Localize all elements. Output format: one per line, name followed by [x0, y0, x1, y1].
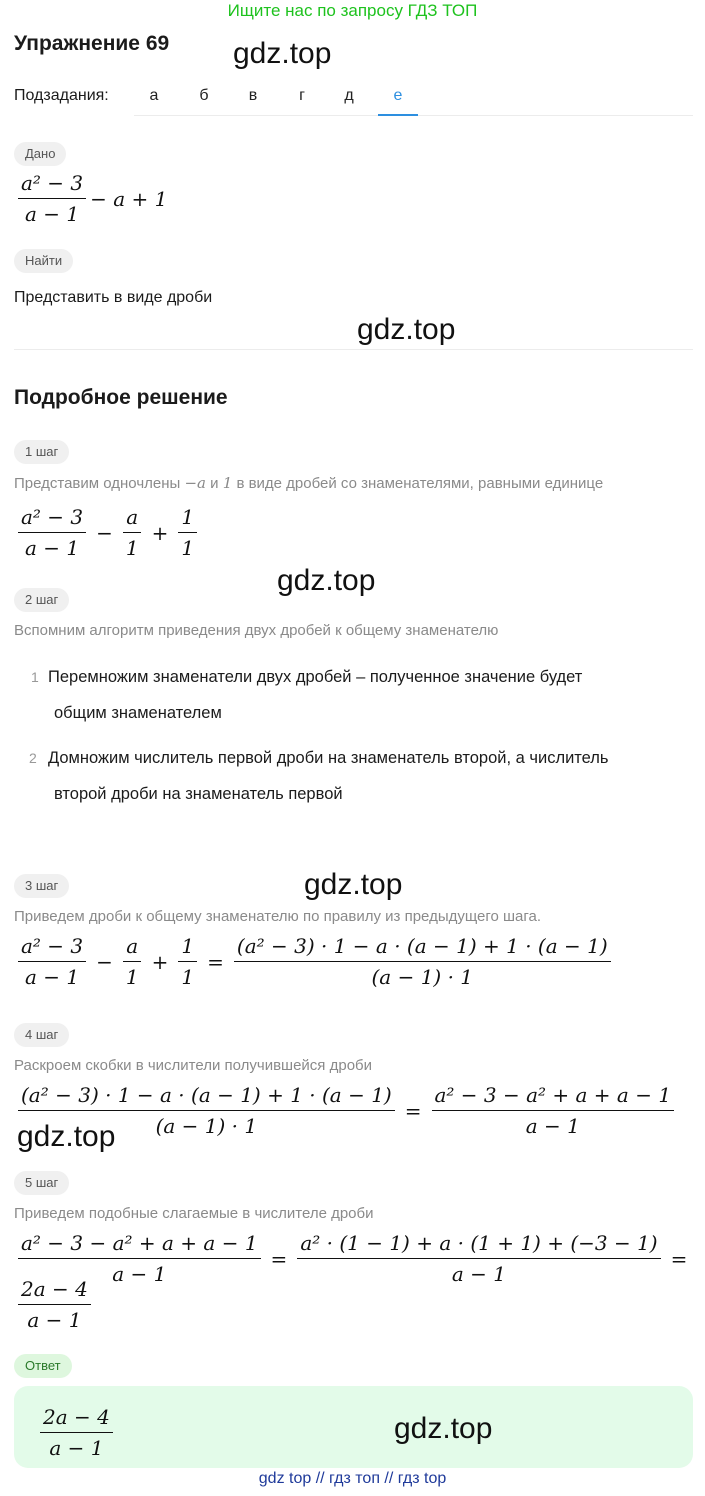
- step-5-text: Приведем подобные слагаемые в числителе дроби: [14, 1205, 374, 1222]
- list-number: 2: [29, 750, 37, 766]
- list-item-line: Домножим числитель первой дроби на знаменатель второй, а числитель: [48, 749, 609, 767]
- denominator: a − 1: [525, 1114, 580, 1138]
- page-title: Упражнение 69: [14, 32, 170, 55]
- fraction: [178, 933, 197, 990]
- given-chip: Дано: [14, 142, 66, 166]
- step-5-expression: [14, 1230, 693, 1287]
- find-text: Представить в виде дроби: [14, 289, 213, 306]
- numerator: a: [123, 933, 141, 962]
- numerator: (a² − 3) · 1 − a · (a − 1) + 1 · (a − 1): [234, 933, 611, 962]
- list-item-line: второй дроби на знаменатель первой: [54, 785, 343, 803]
- minus-sign: −: [96, 520, 113, 545]
- step-1-text-mid: и: [210, 475, 219, 492]
- list-item-line: Перемножим знаменатели двух дробей – полученное значение будет: [48, 668, 583, 686]
- step-1-math-one: 1: [222, 474, 233, 492]
- denominator: a − 1: [451, 1262, 507, 1286]
- denominator: 1: [181, 536, 195, 560]
- given-expression: [14, 170, 167, 227]
- subtask-tab-a[interactable]: а: [149, 87, 159, 104]
- step-2-chip: 2 шаг: [14, 588, 69, 612]
- step-1-text-after: в виде дробей со знаменателями, равными единице: [236, 475, 604, 492]
- fraction: [18, 504, 86, 561]
- step-4-text: Раскроем скобки в числители получившейся дроби: [14, 1057, 373, 1074]
- solution-title: Подробное решение: [14, 386, 228, 409]
- denominator: (a − 1) · 1: [371, 965, 474, 989]
- numerator: a: [123, 504, 141, 533]
- step-2-text: Вспомним алгоритм приведения двух дробей к общему знаменателю: [14, 622, 499, 639]
- step-3-chip: 3 шаг: [14, 874, 69, 898]
- step-1-math-minus-a: −a: [184, 474, 206, 492]
- answer-fraction: [40, 1404, 113, 1461]
- given-denominator: a − 1: [25, 202, 80, 226]
- given-fraction: [18, 170, 86, 227]
- fraction: [18, 933, 86, 990]
- subtask-tab-g[interactable]: г: [299, 87, 305, 104]
- denominator: a − 1: [25, 536, 80, 560]
- denominator: 1: [125, 536, 139, 560]
- denominator: (a − 1) · 1: [155, 1114, 258, 1138]
- step-1-expression: [14, 504, 201, 561]
- numerator: a² − 3 − a² + a + a − 1: [432, 1082, 675, 1111]
- step-5-result: [14, 1276, 95, 1333]
- numerator: a² − 3: [18, 933, 86, 962]
- numerator: 1: [178, 933, 197, 962]
- fraction: [234, 933, 611, 990]
- subtask-tab-b[interactable]: б: [199, 87, 209, 104]
- fraction: [432, 1082, 675, 1139]
- watermark: gdz.top: [357, 313, 456, 346]
- fraction: [178, 504, 197, 561]
- fraction: [18, 1276, 91, 1333]
- answer-expression: [36, 1404, 117, 1461]
- answer-chip: Ответ: [14, 1354, 72, 1378]
- list-number: 1: [31, 669, 39, 685]
- given-numerator: a² − 3: [18, 170, 86, 199]
- numerator: a² − 3 − a² + a + a − 1: [18, 1230, 261, 1259]
- fraction: [123, 504, 142, 561]
- step-3-expression: [14, 933, 615, 990]
- numerator: 1: [178, 504, 197, 533]
- given-rest: − a + 1: [90, 186, 168, 211]
- divider: [14, 349, 693, 350]
- subtask-tabs: [134, 80, 693, 116]
- subtask-tab-v[interactable]: в: [248, 87, 258, 104]
- numerator: a² − 3: [18, 504, 86, 533]
- watermark: gdz.top: [394, 1412, 493, 1445]
- step-1-text-before: Представим одночлены: [14, 475, 181, 492]
- watermark: gdz.top: [17, 1120, 116, 1153]
- footer-links[interactable]: gdz top // гдз топ // гдз top: [258, 1470, 447, 1487]
- numerator: a² · (1 − 1) + a · (1 + 1) + (−3 − 1): [297, 1230, 660, 1259]
- find-chip: Найти: [14, 249, 73, 273]
- minus-sign: −: [96, 949, 113, 974]
- watermark: gdz.top: [304, 868, 403, 901]
- equals-sign: =: [404, 1098, 422, 1123]
- denominator: a − 1: [27, 1308, 82, 1332]
- step-5-chip: 5 шаг: [14, 1171, 69, 1195]
- equals-sign: =: [670, 1246, 688, 1271]
- watermark: gdz.top: [277, 564, 376, 597]
- numerator: 2a − 4: [40, 1404, 113, 1433]
- step-3-text: Приведем дроби к общему знаменателю по правилу из предыдущего шага.: [14, 908, 542, 925]
- step-4-chip: 4 шаг: [14, 1023, 69, 1047]
- equals-sign: =: [207, 949, 224, 974]
- denominator: 1: [125, 965, 139, 989]
- plus-sign: +: [151, 949, 169, 974]
- denominator: 1: [181, 965, 195, 989]
- top-banner: Ищите нас по запросу ГДЗ ТОП: [227, 1, 478, 20]
- fraction: [123, 933, 142, 990]
- step-1-text: [14, 474, 603, 492]
- fraction: [297, 1230, 660, 1287]
- watermark: gdz.top: [233, 37, 332, 70]
- plus-sign: +: [151, 520, 169, 545]
- denominator: a − 1: [112, 1262, 167, 1286]
- numerator: (a² − 3) · 1 − a · (a − 1) + 1 · (a − 1): [18, 1082, 395, 1111]
- list-item-line: общим знаменателем: [54, 704, 222, 722]
- denominator: a − 1: [49, 1436, 104, 1460]
- equals-sign: =: [270, 1246, 288, 1271]
- numerator: 2a − 4: [18, 1276, 91, 1305]
- subtask-tab-e[interactable]: е: [378, 80, 418, 116]
- subtasks-label: Подзадания:: [14, 87, 109, 104]
- subtask-tab-d[interactable]: д: [344, 87, 354, 104]
- step-1-chip: 1 шаг: [14, 440, 69, 464]
- denominator: a − 1: [25, 965, 80, 989]
